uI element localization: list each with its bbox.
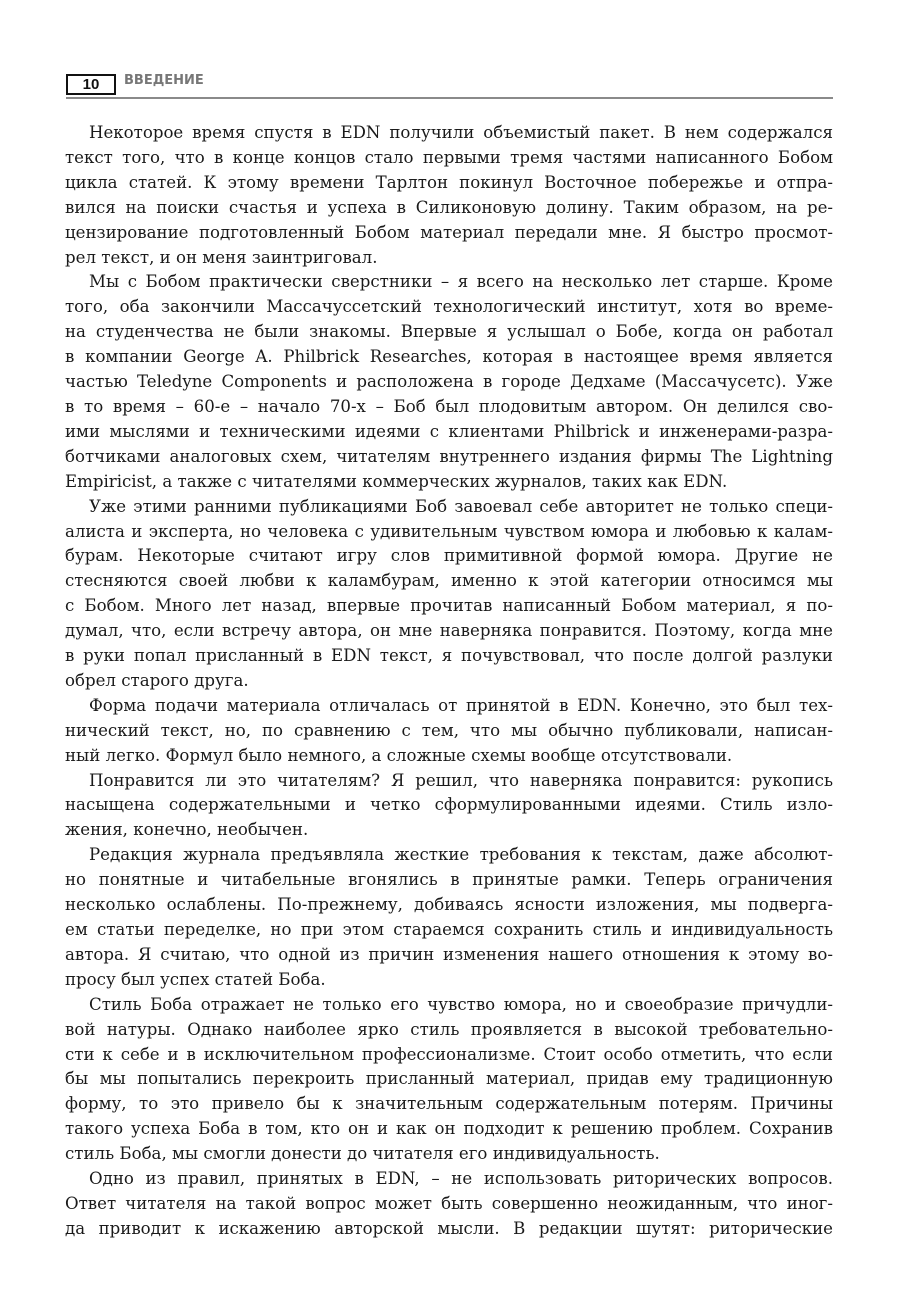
text-line: Мы с Бобом практически сверстники – я всего на несколько лет старше. Кроме [89,272,833,292]
text-line: но понятные и читабельные вгонялись в принятые рамки. Теперь ограничения [65,870,833,890]
text-line: просу был успех статей Боба. [65,969,326,989]
text-line: Одно из правил, принятых в EDN, – не использовать риторических вопросов. [89,1169,833,1189]
text-line: текст того, что в конце концов стало первыми тремя частями написанного Бобом [65,147,833,167]
text-line: рел текст, и он меня заинтриговал. [65,247,378,267]
text-line: цензирование подготовленный Бобом материал передали мне. Я быстро просмот- [65,222,833,242]
paragraph [65,270,833,494]
text-line: ем статьи переделке, но при этом стараемся сохранить стиль и индивидуальность [65,920,833,939]
text-line: Empiricist, а также с читателями коммерческих журналов, таких как EDN. [65,471,728,491]
text-line: бы мы попытались перекроить присланный материал, придав ему традиционную [65,1069,833,1089]
text-line: Форма подачи материала отличалась от принятой в EDN. Конечно, это был тех- [89,695,833,715]
paragraph [65,769,833,844]
text-line: на студенчества не были знакомы. Впервые я услышал о Бобе, когда он работал [65,322,833,342]
paragraph [65,1167,833,1242]
text-line: в компании George A. Philbrick Researches, которая в настоящее время является [65,347,833,367]
text-line: бурам. Некоторые считают игру слов примитивной формой юмора. Другие не [65,546,833,566]
text-line: в то время – 60-е – начало 70-х – Боб был плодовитым автором. Он делился сво- [65,396,833,416]
text-line: обрел старого друга. [65,670,249,690]
text-line: вой натуры. Однако наиболее ярко стиль проявляется в высокой требовательно- [65,1019,833,1039]
text-line: да приводит к искажению авторской мысли. В редакции шутят: риторические [65,1218,833,1238]
text-line: того, оба закончили Массачуссетский технологический институт, хотя во време- [65,297,833,317]
text-line: вился на поиски счастья и успеха в Силиконовую долину. Таким образом, на ре- [65,197,833,217]
text-line: жения, конечно, необычен. [65,820,309,840]
text-line: автора. Я считаю, что одной из причин изменения нашего отношения к этому во- [65,944,833,964]
text-line: алиста и эксперта, но человека с удивительным чувством юмора и любовью к калам- [65,521,833,541]
text-line: стесняются своей любви к каламбурам, именно к этой категории относимся мы [65,571,833,591]
text-line: такого успеха Боба в том, кто он и как он подходит к решению проблем. Сохранив [65,1119,833,1139]
paragraph [65,495,833,694]
text-line: в руки попал присланный в EDN текст, я почувствовал, что после долгой разлуки [65,646,833,666]
text-line: цикла статей. К этому времени Тарлтон покинул Восточное побережье и отпра- [65,172,833,192]
text-line: думал, что, если встречу автора, он мне наверняка понравится. Поэтому, когда мне [65,621,833,641]
text-line: форму, то это привело бы к значительным содержательным потерям. Причины [65,1094,833,1114]
text-line: нический текст, но, по сравнению с тем, что мы обычно публиковали, написан- [65,720,833,740]
text-line: Понравится ли это читателям? Я решил, что наверняка понравится: рукопись [89,770,833,790]
paragraph [65,843,833,992]
paragraph [65,121,833,270]
text-line: Редакция журнала предъявляла жесткие требования к текстам, даже абсолют- [89,845,833,865]
text-line: ботчиками аналоговых схем, читателям внутреннего издания фирмы The Lightning [65,446,833,466]
text-line: Уже этими ранними публикациями Боб завоевал себе авторитет не только специ- [89,496,833,516]
paragraph [65,694,833,769]
text-line: Стиль Боба отражает не только его чувство юмора, но и своеобразие причудли- [89,994,833,1014]
text-line: насыщена содержательными и четко сформулированными идеями. Стиль изло- [65,795,833,815]
text-line: сти к себе и в исключительном профессионализме. Стоит особо отметить, что если [65,1044,833,1064]
text-line: ный легко. Формул было немного, а сложные схемы вообще отсутствовали. [65,745,733,765]
text-line: ими мыслями и техническими идеями с клиентами Philbrick и инженерами-разра- [65,421,833,441]
page-header [66,70,833,99]
page-number: 10 [66,74,116,95]
text-line: Некоторое время спустя в EDN получили объемистый пакет. В нем содержался [89,123,833,142]
text-line: Ответ читателя на такой вопрос может быть совершенно неожиданным, что иног- [65,1193,833,1213]
text-line: несколько ослаблены. По-прежнему, добиваясь ясности изложения, мы подверга- [65,895,833,915]
text-line: с Бобом. Много лет назад, впервые прочитав написанный Бобом материал, я по- [65,596,833,616]
text-line: частью Teledyne Components и расположена в городе Дедхаме (Массачусетс). Уже [65,372,833,392]
running-head: ВВЕДЕНИЕ [124,73,204,88]
paragraph [65,993,833,1167]
text-line: стиль Боба, мы смогли донести до читателя его индивидуальность. [65,1144,660,1164]
body-text [65,121,833,1242]
